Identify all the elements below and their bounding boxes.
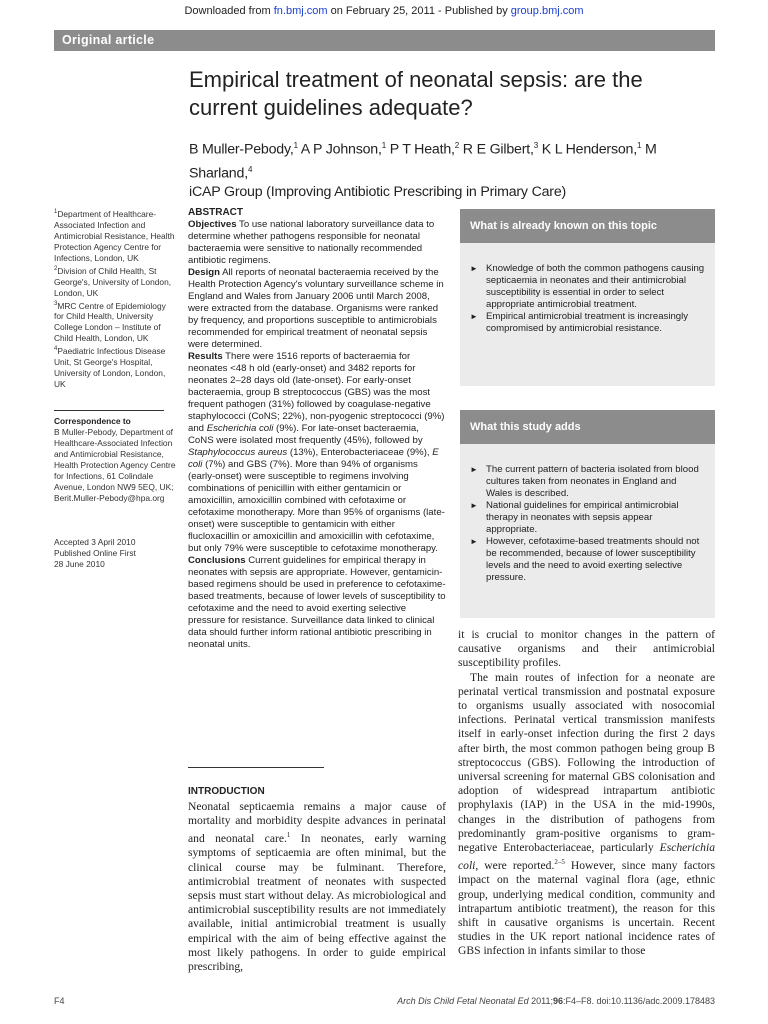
page-number: F4	[54, 996, 65, 1006]
author-affil-mark: 1	[381, 141, 386, 150]
abstract-objectives	[188, 219, 446, 267]
box-list-item	[470, 464, 705, 500]
affil-mark: 3	[54, 300, 58, 307]
body-text: The main routes of infection for a neonate are perinatal vertical transmission and postnatal exposure to organisms usually associated with nosocomial infections. Perinatal vertical transmission manifests itself in early-onset infection during the first 2 days after birth, the most common pathogen being group B streptococcus (GBS). Following the introduction of universal screening for maternal GBS colonisation and adoption of widespread intrapartum antibiotic prophylaxis (IAP) in the USA in the mid-1990s, changes in the distribution of pathogens from predominantly gram-positive organisms to gram-negative Enterobacteriaceae, particularly	[458, 670, 715, 855]
author-name: B Muller-Pebody,	[189, 141, 294, 158]
abstract	[188, 207, 446, 651]
citation-mark: 2–5	[554, 858, 565, 867]
abstract-italic: Escherichia coli	[206, 423, 274, 434]
abstract-italic: E coli	[188, 447, 439, 470]
bullet-arrow-icon: ►	[470, 264, 478, 273]
abstract-text: (13%), Enterobacteriaceae (9%),	[287, 447, 433, 458]
author-name: A P Johnson,	[297, 141, 382, 158]
bullet-arrow-icon: ►	[470, 465, 478, 474]
author-name: P T Heath,	[386, 141, 455, 158]
divider	[54, 410, 164, 411]
author-list	[189, 136, 719, 202]
author-affil-mark: 4	[247, 164, 253, 174]
journal-citation	[300, 996, 715, 1006]
abstract-italic: Staphylococcus aureus	[188, 447, 288, 458]
affiliation	[54, 299, 176, 345]
box-item-text: Knowledge of both the common pathogens causing septicaemia in neonates and their antimicrobial susceptibility is essential in order to select appropriate antimicrobial treatment.	[486, 263, 705, 310]
known-topic-box	[460, 209, 715, 386]
box-list	[460, 444, 715, 592]
abstract-label: Results	[188, 351, 223, 362]
correspondence	[54, 416, 176, 504]
introduction-heading: INTRODUCTION	[188, 786, 265, 797]
abstract-text: (7%) and GBS (7%). More than 94% of organisms (early-onset) were susceptible to regimens involving combinations of penicillin with either gentamicin or amoxicillin, amoxicillin combined with cefotaxime or cefotaxime monotherapy. More than 95% of organisms (late-onset) were susceptible to gentamicin with either flucloxacillin or amoxicillin and amoxicillin with cefotaxime, but only 79% were susceptible to cefotaxime monotherapy.	[188, 459, 445, 554]
section-label: Original article	[54, 30, 715, 51]
abstract-text: There were 1516 reports of bacteraemia for neonates <48 h old (early-onset) and 3482 reports for neonates 2–28 days old (late-onset). For early-onset bacteraemia, group B streptococcus (GBS) was the most frequent pathogen (31%) followed by coagulase-negative staphylococci (CoNS; 22%), non-pyogenic streptococci (9%) and	[188, 351, 445, 434]
abstract-results	[188, 351, 446, 555]
affiliations	[54, 207, 176, 390]
bullet-arrow-icon: ►	[470, 501, 478, 510]
author-group: iCAP Group (Improving Antibiotic Prescribing in Primary Care)	[189, 184, 567, 201]
bullet-arrow-icon: ►	[470, 312, 478, 321]
introduction-paragraph	[188, 800, 446, 974]
published-date: 28 June 2010	[54, 559, 105, 569]
body-paragraph	[458, 671, 715, 959]
box-item-text: The current pattern of bacteria isolated from blood cultures taken from neonates in England and Wales is described.	[486, 464, 699, 499]
bullet-arrow-icon: ►	[470, 537, 478, 546]
citation-year: 2011;	[528, 996, 554, 1006]
box-heading: What is already known on this topic	[460, 209, 715, 243]
correspondence-body: B Muller-Pebody, Department of Healthcare-Associated Infection and Antimicrobial Resistance, Health Protection Agency Centre for Infections, 61 Colindale Avenue, London NW9 5EQ, UK; Berit.Muller-Pebody@hpa.org	[54, 427, 176, 503]
abstract-text: Current guidelines for empirical therapy in neonates with sepsis are appropriate. However, gentamicin-based regimens should be used in preference to cefotaxime-based treatments, because of lower levels of susceptibility to cefotaxime and the need to avoid exerting selective pressure for resistance. Surveillance data linked to clinical data should further inform rational antibiotic prescribing in neonatal units.	[188, 555, 446, 650]
author-affil-mark: 1	[636, 141, 642, 150]
study-adds-box	[460, 410, 715, 618]
article-dates	[54, 537, 176, 570]
affiliation	[54, 207, 176, 264]
author-name: M Sharland,	[189, 141, 657, 182]
banner-prefix: Downloaded from	[184, 5, 274, 17]
affil-mark: 1	[54, 209, 58, 215]
box-list	[460, 243, 715, 343]
abstract-text: (9%). For late-onset bacteraemia, CoNS were isolated most frequently (45%), followed by	[188, 423, 423, 446]
body-italic: Escherichia coli	[458, 841, 715, 873]
abstract-heading: ABSTRACT	[188, 207, 243, 218]
box-item-text: Empirical antimicrobial treatment is increasingly compromised by antimicrobial resistance.	[486, 311, 689, 334]
download-banner	[0, 5, 768, 17]
affiliation	[54, 344, 176, 390]
affil-text: Paediatric Infectious Disease Unit, St George's Hospital, University of London, London, UK	[54, 346, 166, 390]
affil-text: Division of Child Health, St George's, University of London, London, UK	[54, 265, 172, 298]
box-item-text: However, cefotaxime-based treatments should not be recommended, because of lower susceptibility levels and the need to avoid exerting selective pressure.	[486, 536, 700, 583]
introduction	[188, 786, 446, 974]
body-paragraph: it is crucial to monitor changes in the pattern of causative organisms and their antimicrobial susceptibility profiles.	[458, 628, 715, 670]
abstract-design	[188, 267, 446, 351]
affil-text: Department of Healthcare-Associated Infection and Antimicrobial Resistance, Health Protection Agency Centre for Infections, London, UK	[54, 208, 175, 263]
affil-mark: 2	[54, 265, 58, 272]
correspondence-heading: Correspondence to	[54, 416, 131, 426]
right-column-text	[458, 628, 715, 959]
author-name: R E Gilbert,	[459, 141, 534, 158]
article-title: Empirical treatment of neonatal sepsis: are the current guidelines adequate?	[189, 67, 643, 120]
box-list-item	[470, 263, 705, 311]
abstract-label: Objectives	[188, 219, 237, 230]
citation-mark: 1	[286, 831, 291, 840]
abstract-text: To use national laboratory surveillance data to determine whether pathogens responsible for neonatal bacteraemia were sensitive to nationally recommended antibiotic regimens.	[188, 219, 435, 266]
accepted-date: Accepted 3 April 2010	[54, 537, 136, 547]
box-list-item	[470, 311, 705, 335]
body-text: Neonatal septicaemia remains a major cause of mortality and morbidity despite advances in perinatal and neonatal care.	[188, 800, 446, 846]
published-label: Published Online First	[54, 548, 136, 558]
box-list-item	[470, 536, 705, 584]
journal-name: Arch Dis Child Fetal Neonatal Ed	[397, 996, 529, 1006]
citation-volume: 96	[553, 996, 564, 1006]
box-list-item	[470, 500, 705, 536]
banner-middle: on February 25, 2011 - Published by	[327, 5, 511, 17]
body-text: , were reported.	[475, 859, 555, 873]
publisher-link[interactable]: group.bmj.com	[510, 5, 584, 17]
box-heading: What this study adds	[460, 410, 715, 444]
divider	[188, 767, 324, 768]
affil-mark: 4	[54, 346, 58, 353]
affiliation	[54, 264, 176, 299]
abstract-conclusions	[188, 555, 446, 651]
abstract-label: Conclusions	[188, 555, 246, 566]
body-text: However, since many factors impact on the maternal vaginal flora (age, ethnic group, underlying medical condition, community and intrapartum antibiotic treatment), the reason for this shift in causative organisms is uncertain. Recent studies in the UK report national incidence rates of GBS infection in infants similar to those	[458, 859, 715, 958]
author-affil-mark: 3	[533, 141, 538, 150]
box-item-text: National guidelines for empirical antimicrobial therapy in neonates with sepsis appear appropriate.	[486, 500, 679, 535]
author-affil-mark: 1	[293, 141, 298, 150]
author-name: K L Henderson,	[537, 141, 637, 158]
abstract-text: All reports of neonatal bacteraemia received by the Health Protection Agency's voluntary surveillance scheme in England and Wales from January 2006 until March 2008, were extracted from the database. Organisms were ranked by frequency, and proportions susceptible to antimicrobials recommended for empirical treatment of neonatal sepsis were determined.	[188, 267, 444, 350]
citation-pages: :F4–F8. doi:10.1136/adc.2009.178483	[563, 996, 715, 1006]
body-text: In neonates, early warning symptoms of septicaemia are often minimal, but the clinical course may be fulminant. Therefore, antimicrobial treatment of neonates with suspected sepsis must start without delay. As microbiological and antimicrobial susceptibility results are not immediately available, initial antimicrobial treatment is usually empirical with the aim of being effective against the most likely pathogens. In order to guide empirical prescribing,	[188, 832, 446, 974]
abstract-label: Design	[188, 267, 220, 278]
affil-text: MRC Centre of Epidemiology for Child Health, University College London – Institute of Child Health, London, UK	[54, 300, 166, 344]
author-affil-mark: 2	[454, 141, 460, 150]
site-link[interactable]: fn.bmj.com	[273, 5, 328, 17]
